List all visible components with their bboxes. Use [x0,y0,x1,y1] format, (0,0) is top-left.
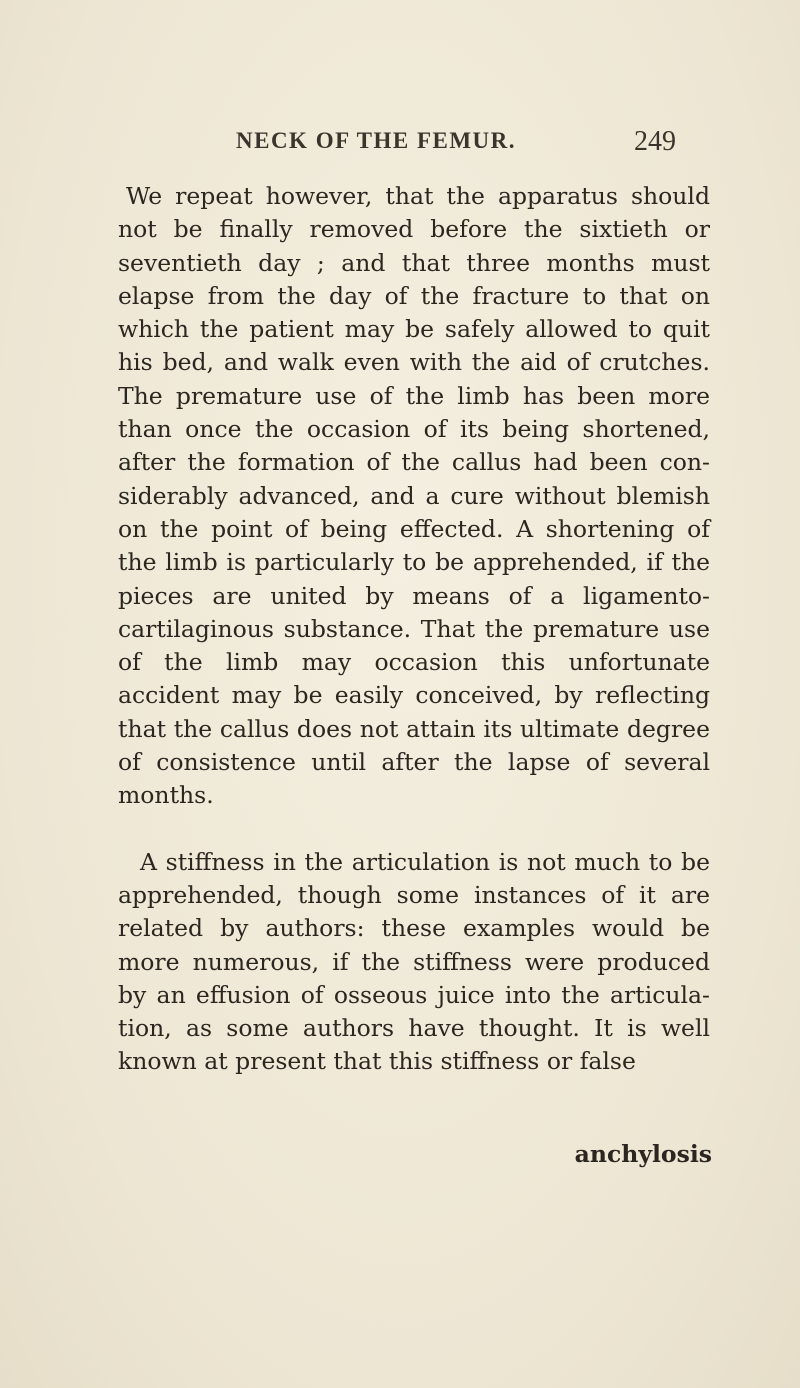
paragraph-2: A stiffness in the articulation is not much to be apprehended, though some instances of it are related by authors: these examples would be more numerous, if the stiffness were produced by an effusion of osseous juice into the articula-tion, as some authors have thought. It is well known at present that this stiffness or false [118,847,710,1076]
running-title: NECK OF THE FEMUR. [236,128,517,153]
running-head [236,128,676,168]
body-text [118,180,710,1079]
paragraph-1: We repeat however, that the apparatus should not be finally removed before the sixtieth or seventieth day ; and that three months must elapse from the day of the fracture to that on which the patient may be safely allowed to quit his bed, and walk even with the aid of crutches. The premature use of the limb has been more than once the occasion of its being shortened, after the formation of the callus had been con-siderably advanced, and a cure without blemish on the point of being effected. A shortening of the limb is particularly to be apprehended, if the pieces are united by means of a ligamento-cartilaginous substance. That the premature use of the limb may occasion this unfortunate accident may be easily conceived, by reflecting that the callus does not attain its ultimate degree of consistence until after the lapse of several months. [118,182,710,810]
page-number: 249 [634,126,676,157]
catchword: anchylosis [574,1140,712,1168]
